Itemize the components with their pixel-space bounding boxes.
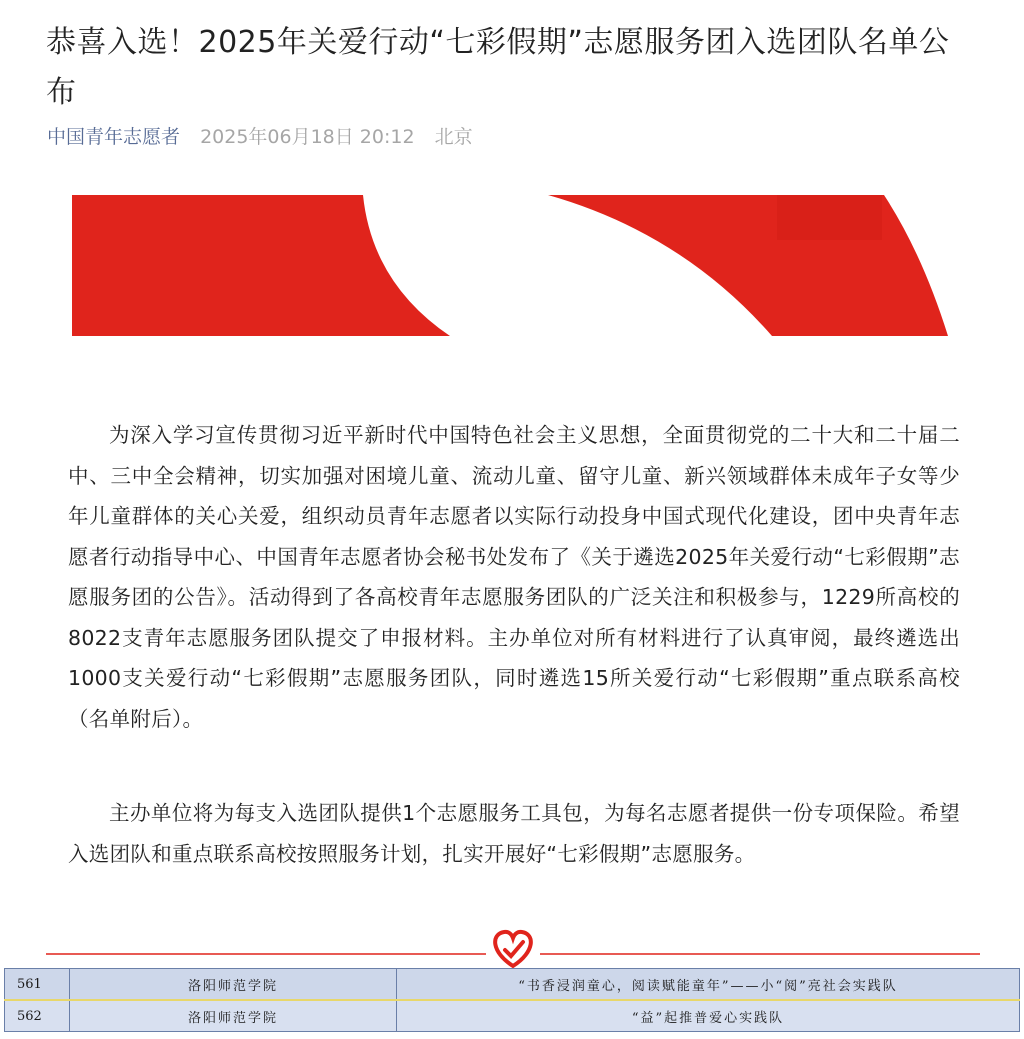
table-cell-school: 洛阳师范学院 [70,969,397,1001]
table-row [5,1000,1020,1032]
article-title: 恭喜入选！2025年关爱行动“七彩假期”志愿服务团入选团队名单公布 [46,25,950,110]
heart-hand-icon [495,932,531,966]
article-meta [47,122,473,152]
table-cell-team: “益”起推普爱心实践队 [397,1000,1020,1032]
table-cell-school: 洛阳师范学院 [70,1000,397,1032]
publish-location: 北京 [434,126,473,148]
publish-datetime: 2025年06月18日 20:12 [200,126,415,148]
section-divider [46,926,980,970]
table-cell-number: 562 [5,1000,70,1032]
article-paragraph-1: 为深入学习宣传贯彻习近平新时代中国特色社会主义思想，全面贯彻党的二十大和二十届二中、三中全会精神，切实加强对困境儿童、流动儿童、留守儿童、新兴领域群体未成年子女等少年儿童群体的关心关爱，组织动员青年志愿者以实际行动投身中国式现代化建设，团中央青年志愿者行动指导中心、中国青年志愿者协会秘书处发布了《关于遴选2025年关爱行动“七彩假期”志愿服务团的公告》。活动得到了各高校青年志愿服务团队的广泛关注和积极参与，1229所高校的8022支青年志愿服务团队提交了申报材料。主办单位对所有材料进行了认真审阅，最终遴选出1000支关爱行动“七彩假期”志愿服务团队，同时遴选15所关爱行动“七彩假期”重点联系高校（名单附后）。 [68,423,960,731]
author-link[interactable]: 中国青年志愿者 [47,126,181,148]
banner-left-ribbon [72,195,450,336]
table-cell-team: “书香浸润童心，阅读赋能童年”——小“阅”亮社会实践队 [397,969,1020,1001]
selected-teams-table [4,968,1020,1032]
banner-right-block [777,195,882,240]
table-row [5,969,1020,1001]
banner-right-ribbon [548,195,948,336]
table-cell-number: 561 [5,969,70,1001]
article-paragraph-2: 主办单位将为每支入选团队提供1个志愿服务工具包，为每名志愿者提供一份专项保险。希望入选团队和重点联系高校按照服务计划，扎实开展好“七彩假期”志愿服务。 [68,801,960,866]
header-banner-image [72,193,948,338]
